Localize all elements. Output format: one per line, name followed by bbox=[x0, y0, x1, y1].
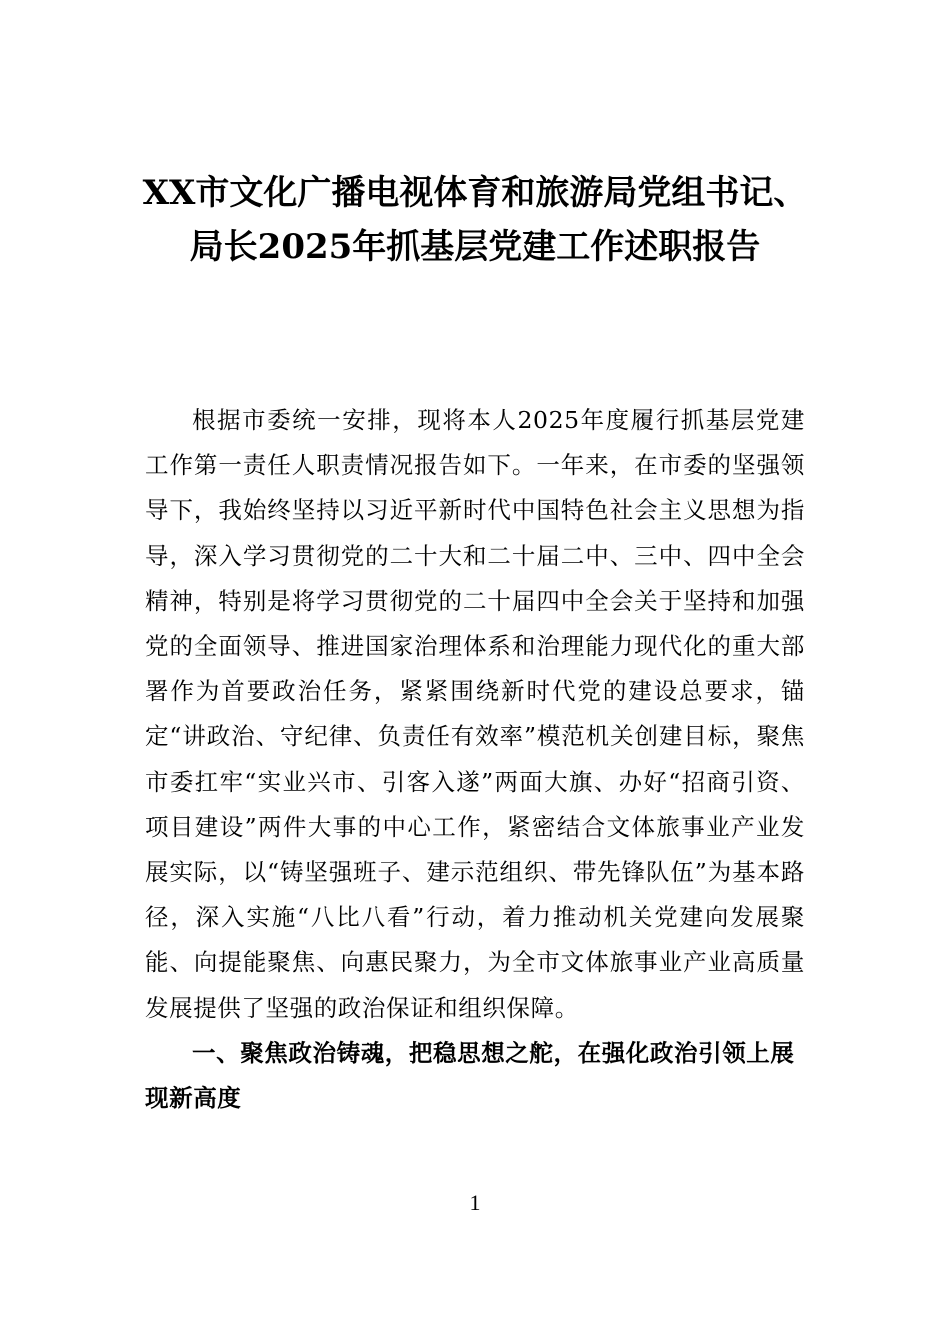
intro-paragraph: 根据市委统一安排，现将本人2025年度履行抓基层党建工作第一责任人职责情况报告如下。一年来，在市委的坚强领导下，我始终坚持以习近平新时代中国特色社会主义思想为指导，深入学习贯彻党的二十大和二十届二中、三中、四中全会精神，特别是将学习贯彻党的二十届四中全会关于坚持和加强党的全面领导、推进国家治理体系和治理能力现代化的重大部署作为首要政治任务，紧紧围绕新时代党的建设总要求，锚定“讲政治、守纪律、负责任有效率”模范机关创建目标，聚焦市委扛牢“实业兴市、引客入遂”两面大旗、办好“招商引资、项目建设”两件大事的中心工作，紧密结合文体旅事业产业发展实际，以“铸坚强班子、建示范组织、带先锋队伍”为基本路径，深入实施“八比八看”行动，着力推动机关党建向发展聚能、向提能聚焦、向惠民聚力，为全市文体旅事业产业高质量发展提供了坚强的政治保证和组织保障。 bbox=[145, 406, 805, 1022]
section-heading-1: 一、聚焦政治铸魂，把稳思想之舵，在强化政治引领上展现新高度 bbox=[145, 1038, 795, 1113]
document-title bbox=[120, 166, 830, 274]
page-number: 1 bbox=[469, 1190, 481, 1215]
title-line-2: 局长2025年抓基层党建工作述职报告 bbox=[189, 227, 761, 267]
title-line-1: XX市文化广播电视体育和旅游局党组书记、 bbox=[142, 173, 808, 213]
document-body bbox=[145, 398, 805, 1121]
